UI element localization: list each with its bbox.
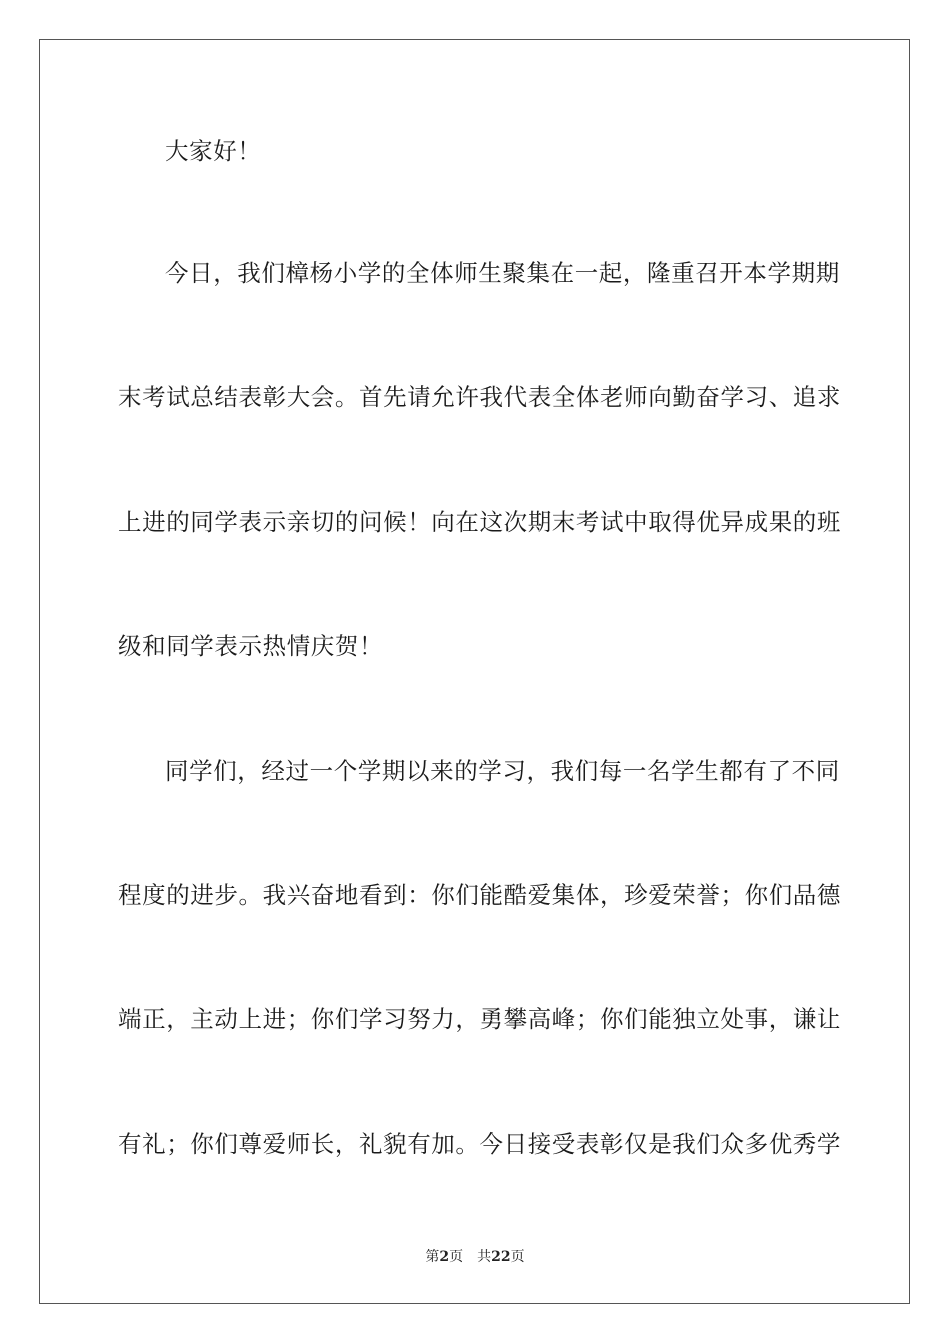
body-line-7: 端正，主动上进；你们学习努力，勇攀高峰；你们能独立处事，谦让: [118, 1005, 841, 1033]
page-frame: [39, 39, 910, 1304]
total-prefix: 共: [477, 1249, 492, 1265]
total-pages: 22: [491, 1249, 511, 1265]
body-line-1: 今日，我们樟杨小学的全体师生聚集在一起，隆重召开本学期期: [165, 259, 840, 287]
body-line-4: 级和同学表示热情庆贺！: [118, 632, 384, 660]
page-footer: [0, 1247, 950, 1267]
page-number: 2: [439, 1249, 450, 1265]
total-suffix: 页: [510, 1249, 525, 1265]
body-line-6: 程度的进步。我兴奋地看到：你们能酷爱集体，珍爱荣誉；你们品德: [118, 881, 841, 909]
body-line-2: 末考试总结表彰大会。首先请允许我代表全体老师向勤奋学习、追求: [118, 383, 841, 411]
body-line-5: 同学们，经过一个学期以来的学习，我们每一名学生都有了不同: [165, 757, 840, 785]
body-line-3: 上进的同学表示亲切的问候！向在这次期末考试中取得优异成果的班: [118, 508, 841, 536]
greeting-line: 大家好！: [165, 137, 262, 165]
page-suffix: 页: [449, 1249, 464, 1265]
page-prefix: 第: [425, 1249, 440, 1265]
body-line-8: 有礼；你们尊爱师长，礼貌有加。今日接受表彰仅是我们众多优秀学: [118, 1130, 841, 1158]
